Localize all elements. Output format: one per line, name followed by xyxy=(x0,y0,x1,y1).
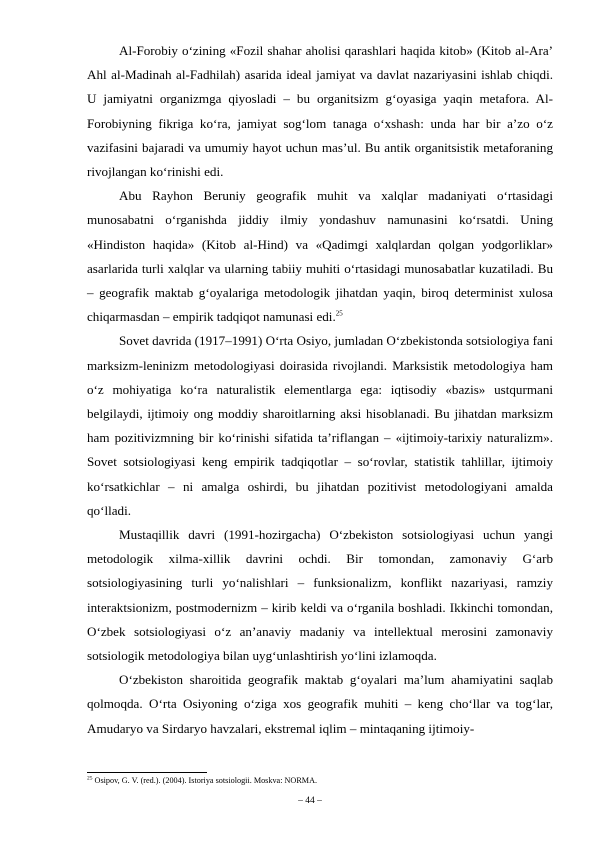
paragraph-beruniy xyxy=(87,184,553,329)
footnote xyxy=(87,775,553,787)
paragraph-independence-period xyxy=(87,523,553,668)
footnote-text: Osipov, G. V. (red.). (2004). Istoriya sotsiologii. Moskva: NORMA. xyxy=(94,776,318,785)
paragraph-beruniy-text: Abu Rayhon Beruniy geografik muhit va xalqlar madaniyati o‘rtasidagi munosabatni o‘rganishda jiddiy ilmiy yondashuv namunasini ko‘rsatdi. Uning «Hindiston haqida» (Kitob al-Hind) va «Qadimgi xalqlardan qolgan yodgorliklar» asarlarida turli xalqlar va ularning tabiiy muhiti o‘rtasidagi munosabatlar kuzatiladi. Bu – geografik maktab g‘oyalariga metodologik jihatdan yaqin, biroq determinist xulosa chiqarmasdan – empirik tadqiqot namunasi edi. xyxy=(87,188,553,325)
paragraph-soviet-period-text: Sovet davrida (1917–1991) O‘rta Osiyo, jumladan O‘zbekistonda sotsiologiya fani marksizm-leninizm metodologiyasi doirasida rivojlandi. Marksistik metodologiya ham o‘z mohiyatiga ko‘ra naturalistik elementlarga ega: iqtisodiy «bazis» ustqurmani belgilaydi, ijtimoiy ong moddiy sharoitlarning aksi hisoblanadi. Bu jihatdan marksizm ham pozitivizmning bir ko‘rinishi sifatida ta’riflangan – «ijtimoiy-tarixiy naturalizm». Sovet sotsiologiyasi keng empirik tadqiqotlar – so‘rovlar, statistik tahlillar, ijtimoiy ko‘rsatkichlar – ni amalga oshirdi, bu jihatdan pozitivist metodologiyani amalda qo‘lladi. xyxy=(87,333,553,518)
paragraph-geographic-school-text: O‘zbekiston sharoitida geografik maktab g‘oyalari ma’lum ahamiyatini saqlab qolmoqda. O‘rta Osiyoning o‘ziga xos geografik muhiti – keng cho‘llar va tog‘lar, Amudaryo va Sirdaryo havzalari, ekstremal iqlim – mintaqaning ijtimoiy- xyxy=(87,672,553,736)
paragraph-farabi xyxy=(87,39,553,184)
page-number: – 44 – xyxy=(298,796,322,806)
paragraph-independence-period-text: Mustaqillik davri (1991-hozirgacha) O‘zbekiston sotsiologiyasi uchun yangi metodologik xilma-xillik davrini ochdi. Bir tomondan, zamonaviy G‘arb sotsiologiyasining turli yo‘nalishlari – funksionalizm, konflikt nazariyasi, ramziy interaktsionizm, postmodernizm – kirib keldi va o‘rganila boshladi. Ikkinchi tomondan, O‘zbek sotsiologiyasi o‘z an’anaviy madaniy va intellektual merosini zamonaviy sotsiologik metodologiya bilan uyg‘unlashtirish yo‘lini izlamoqda. xyxy=(87,527,553,664)
page-body xyxy=(87,39,553,741)
footnote-reference[interactable]: 25 xyxy=(335,309,343,318)
paragraph-geographic-school xyxy=(87,668,553,741)
paragraph-soviet-period xyxy=(87,329,553,523)
footnote-divider xyxy=(87,772,207,773)
footnote-number: 25 xyxy=(87,775,93,782)
paragraph-farabi-text: Al-Forobiy o‘zining «Fozil shahar aholisi qarashlari haqida kitob» (Kitob al-Ara’ Ahl al-Madinah al-Fadhilah) asarida ideal jamiyat va davlat nazariyasini ishlab chiqdi. U jamiyatni organizmga qiyosladi – bu organitsizm g‘oyasiga yaqin metafora. Al-Forobiyning fikriga ko‘ra, jamiyat sog‘lom tanaga o‘xshash: unda har bir a’zo o‘z vazifasini bajaradi va umumiy hayot uchun mas’ul. Bu antik organitsistik metaforaning rivojlangan ko‘rinishi edi. xyxy=(87,43,553,180)
